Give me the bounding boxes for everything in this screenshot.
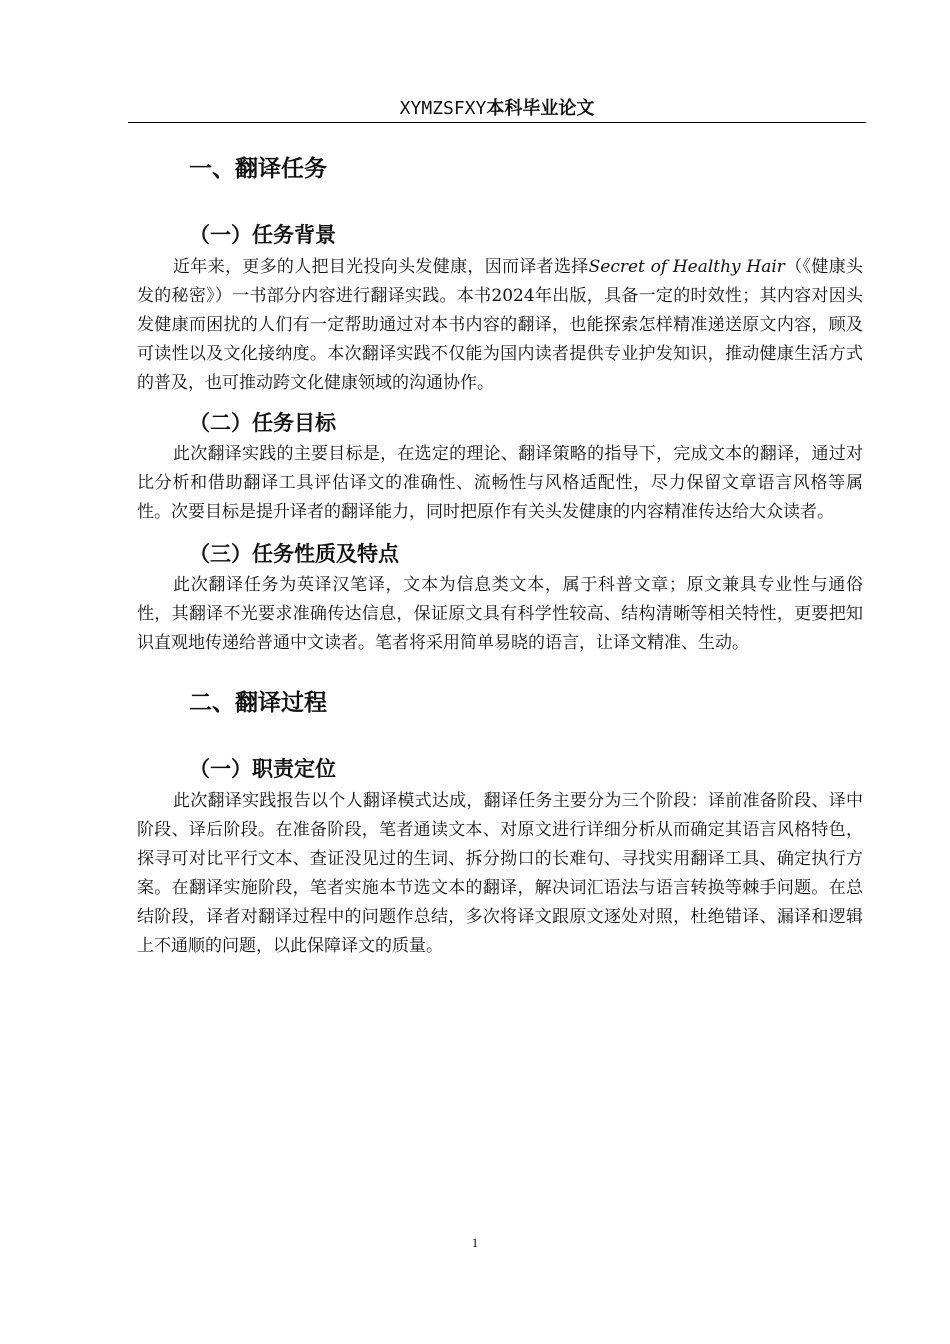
section-1-3-paragraph: 此次翻译任务为英译汉笔译，文本为信息类文本，属于科普文章；原文兼具专业性与通俗性，其翻译不光要求准确传达信息，保证原文具有科学性较高、结构清晰等相关特性，更要把知识直观地传递给普通中文读者。笔者将采用简单易晓的语言，让译文精准、生动。 <box>137 575 863 653</box>
page-header <box>128 96 866 123</box>
para-text-a: 近年来，更多的人把目光投向头发健康，因而译者选择 <box>173 257 589 277</box>
section-2-1-heading: （一）职责定位 <box>189 757 336 781</box>
book-title: Secret of Healthy Hair <box>588 257 785 277</box>
section-2-heading: 二、翻译过程 <box>189 690 327 716</box>
header-label: 本科毕业论文 <box>486 98 595 119</box>
para-text-b: （《健康头发的秘密》）一书部分内容进行翻译实践。本书2024年出版，具备一定的时效性；其内容对因头发健康而困扰的人们有一定帮助通过对本书内容的翻译，也能探索怎样精准递送原文内容，顾及可读性以及文化接纳度。本次翻译实践不仅能为国内读者提供专业护发知识，推动健康生活方式的普及，也可推动跨文化健康领域的沟通协作。 <box>137 257 864 393</box>
page-number: 1 <box>471 1235 479 1250</box>
main-content <box>137 140 863 961</box>
header-code: XYMZSFXY <box>399 98 487 119</box>
section-1-heading: 一、翻译任务 <box>189 156 327 182</box>
section-1-1-paragraph <box>137 253 863 398</box>
section-1-2-paragraph: 此次翻译实践的主要目标是，在选定的理论、翻译策略的指导下，完成文本的翻译，通过对比分析和借助翻译工具评估译文的准确性、流畅性与风格适配性，尽力保留文章语言风格等属性。次要目标是提升译者的翻译能力，同时把原作有关头发健康的内容精准传达给大众读者。 <box>137 444 863 522</box>
section-2-1-paragraph: 此次翻译实践报告以个人翻译模式达成，翻译任务主要分为三个阶段：译前准备阶段、译中阶段、译后阶段。在准备阶段，笔者通读文本、对原文进行详细分析从而确定其语言风格特色，探寻可对比平行文本、查证没见过的生词、拆分拗口的长难句、寻找实用翻译工具、确定执行方案。在翻译实施阶段，笔者实施本节选文本的翻译，解决词汇语法与语言转换等棘手问题。在总结阶段，译者对翻译过程中的问题作总结，多次将译文跟原文逐处对照，杜绝错译、漏译和逻辑上不通顺的问题，以此保障译文的质量。 <box>137 791 863 956</box>
section-1-2-heading: （二）任务目标 <box>189 411 336 435</box>
section-1-1-heading: （一）任务背景 <box>189 223 336 247</box>
section-1-3-heading: （三）任务性质及特点 <box>189 542 399 566</box>
